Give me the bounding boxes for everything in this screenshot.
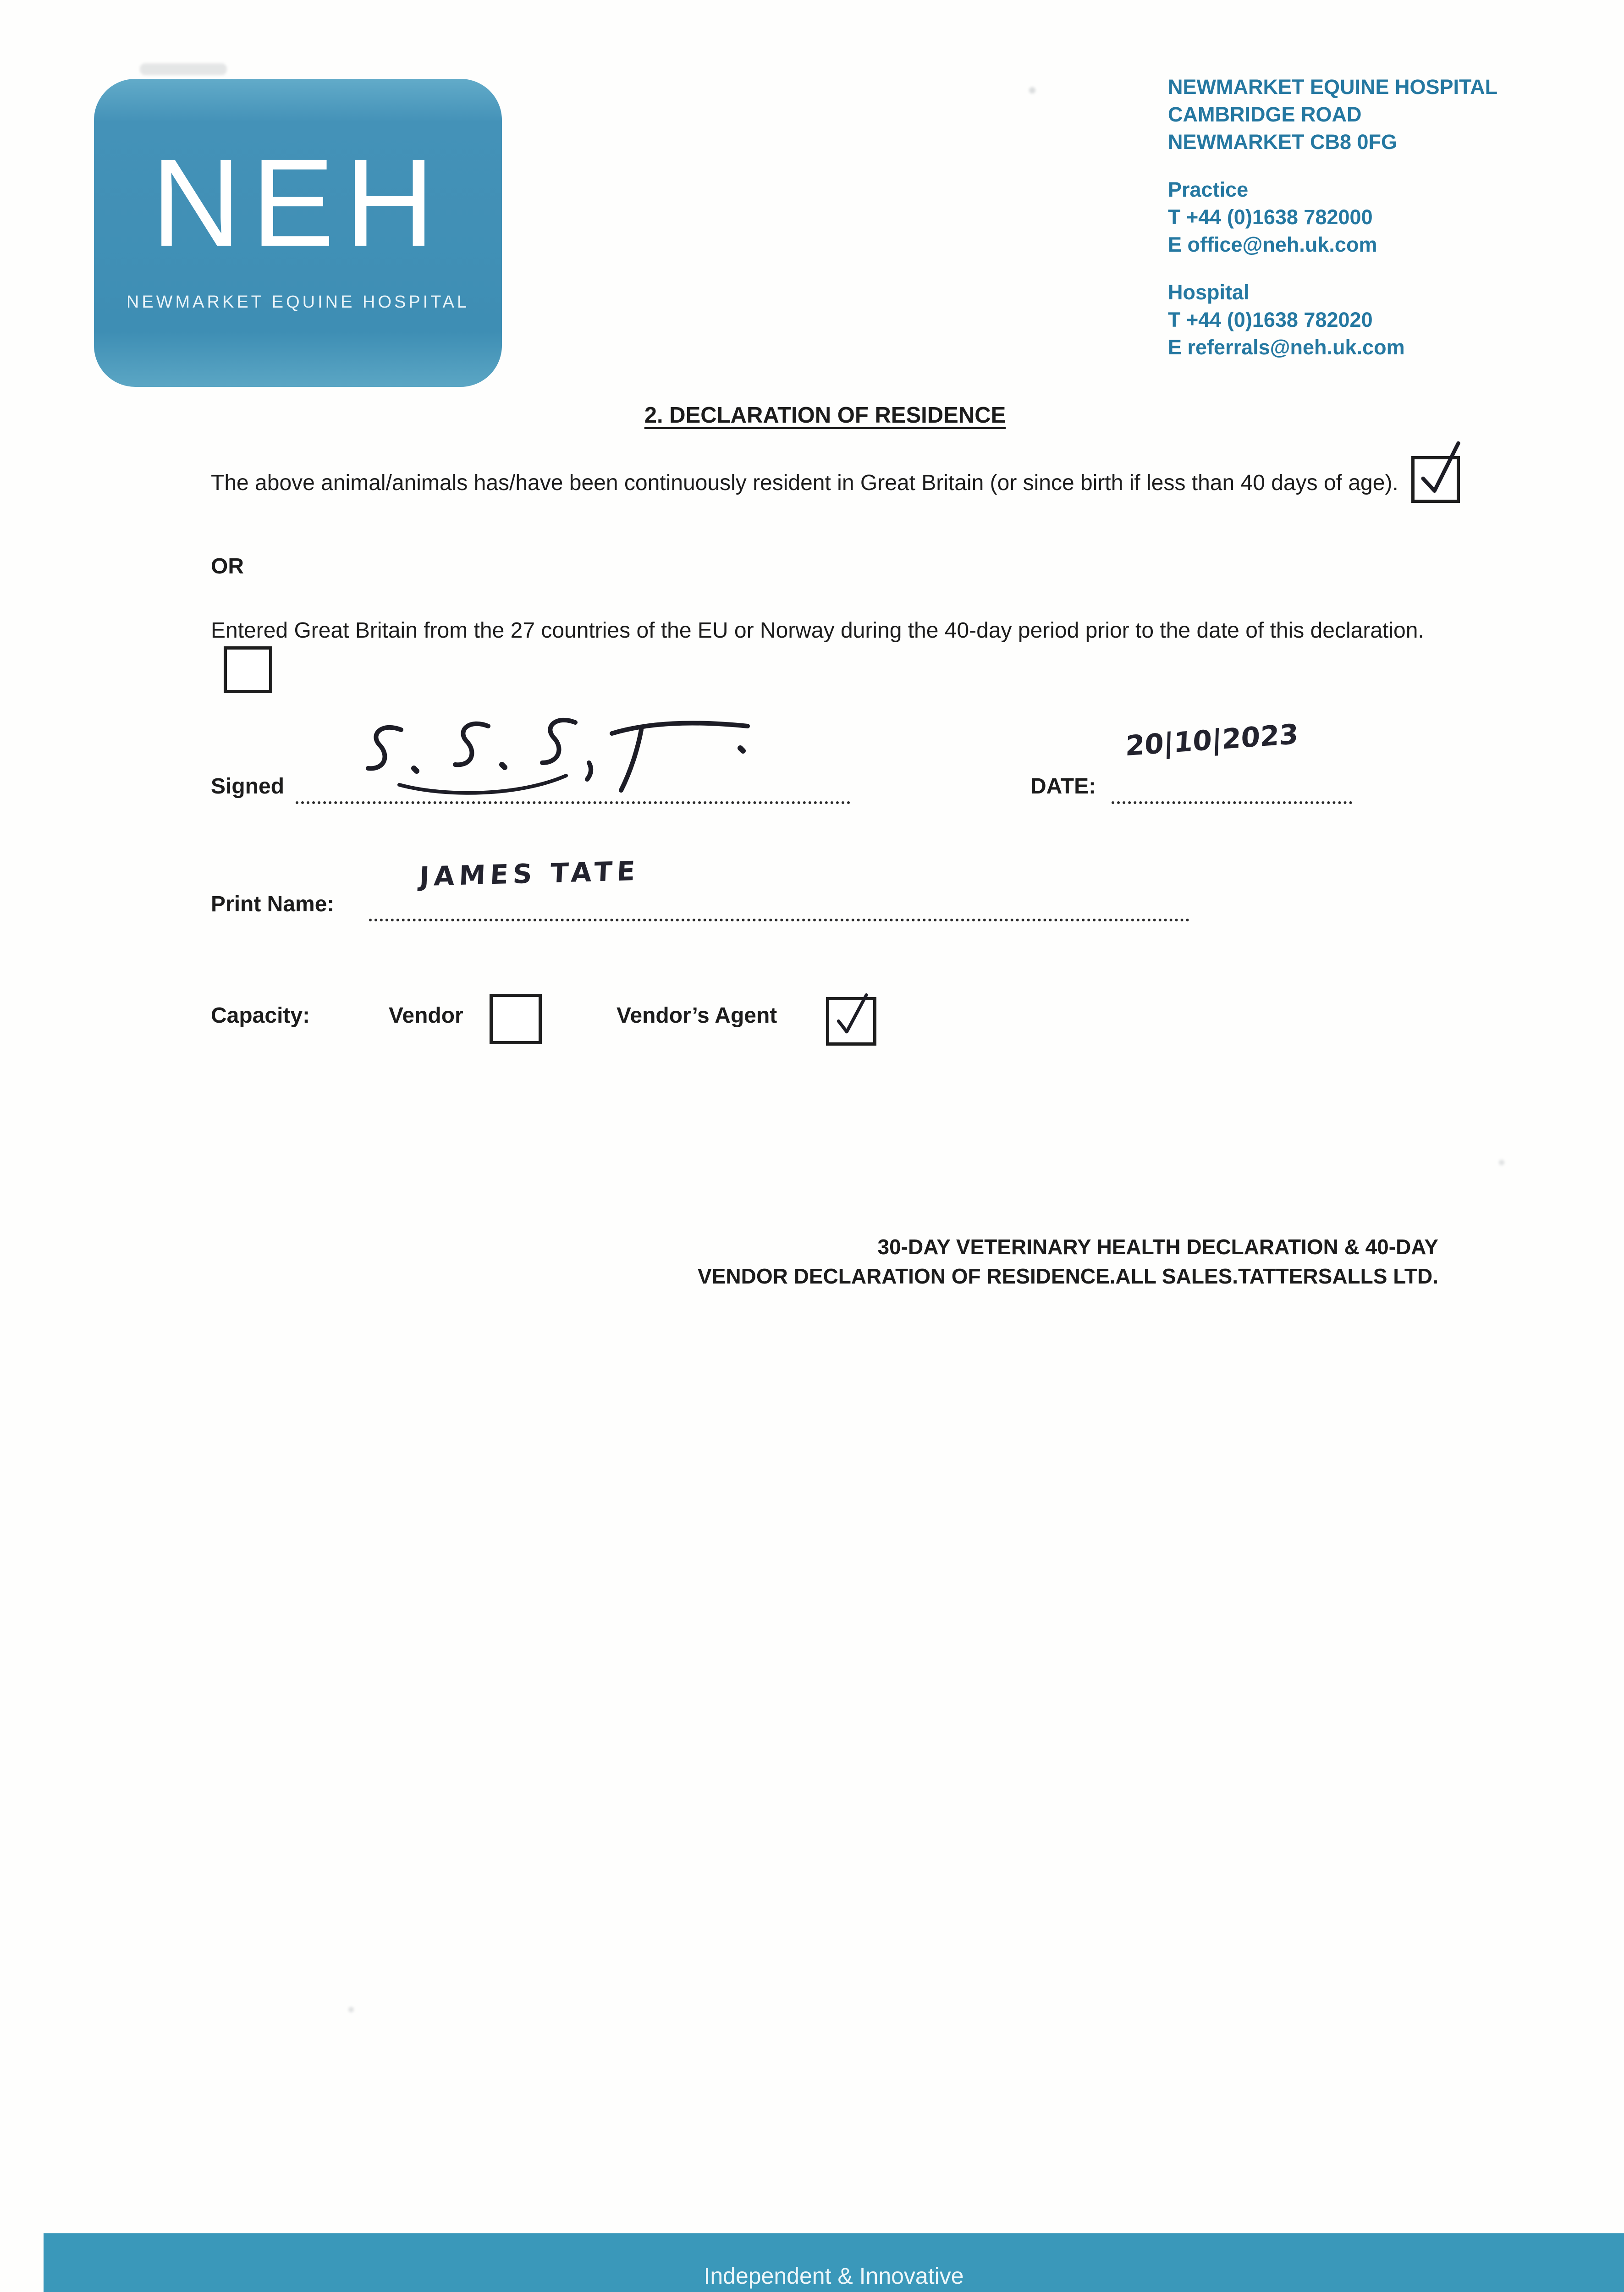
- contact-block: [1168, 73, 1497, 381]
- practice-label: Practice: [1168, 178, 1249, 201]
- date-line[interactable]: [1112, 776, 1352, 804]
- entry-statement: [211, 615, 1462, 693]
- handwritten-signature: [337, 710, 754, 810]
- contact-org-name: NEWMARKET EQUINE HOSPITAL: [1168, 75, 1498, 99]
- scan-speck: [1029, 87, 1035, 94]
- scan-smudge: [140, 63, 227, 75]
- neh-logo: [94, 79, 502, 387]
- practice-phone: T +44 (0)1638 782000: [1168, 205, 1373, 229]
- logo-subtitle: NEWMARKET EQUINE HOSPITAL: [126, 292, 470, 312]
- capacity-label: Capacity:: [211, 1003, 310, 1028]
- hospital-email: E referrals@neh.uk.com: [1168, 336, 1405, 359]
- print-name-label: Print Name:: [211, 892, 335, 916]
- footer-note-line2: VENDOR DECLARATION OF RESIDENCE.ALL SALES.TATTERSALLS LTD.: [698, 1264, 1438, 1288]
- footer-tagline: Independent & Innovative: [704, 2263, 964, 2289]
- contact-address: [1168, 73, 1497, 156]
- date-label: DATE:: [1030, 774, 1096, 799]
- checkmark-icon: [1415, 438, 1463, 501]
- checkmark-icon: [831, 989, 872, 1042]
- entry-checkbox[interactable]: [224, 646, 272, 693]
- footer-note: [698, 1232, 1438, 1291]
- contact-address-line1: CAMBRIDGE ROAD: [1168, 103, 1362, 126]
- vendor-label: Vendor: [389, 1003, 463, 1028]
- handwritten-print-name: JAMES TATE: [418, 855, 640, 893]
- print-name-line[interactable]: [369, 893, 1189, 921]
- vendors-agent-checkbox[interactable]: [826, 997, 876, 1046]
- vendor-checkbox[interactable]: [490, 994, 542, 1044]
- footer-note-line1: 30-DAY VETERINARY HEALTH DECLARATION & 40-DAY: [877, 1235, 1438, 1259]
- scan-speck: [1499, 1160, 1504, 1165]
- footer-bar: [44, 2233, 1624, 2292]
- contact-practice: [1168, 176, 1497, 259]
- page-title: 2. DECLARATION OF RESIDENCE: [644, 403, 1006, 428]
- entry-statement-text: Entered Great Britain from the 27 countries of the EU or Norway during the 40-day period prior to the date of this declaration.: [211, 618, 1424, 643]
- residence-statement: [211, 456, 1462, 503]
- signed-label: Signed: [211, 774, 285, 799]
- handwritten-date: 20|10|2023: [1125, 718, 1299, 763]
- residence-checkbox[interactable]: [1411, 456, 1460, 503]
- residence-statement-text: The above animal/animals has/have been continuously resident in Great Britain (or since birth if less than 40 days of age).: [211, 471, 1398, 495]
- or-label: OR: [211, 554, 244, 579]
- contact-hospital: [1168, 279, 1497, 361]
- logo-acronym: NEH: [151, 132, 445, 272]
- hospital-phone: T +44 (0)1638 782020: [1168, 308, 1373, 331]
- scan-speck: [348, 2007, 354, 2012]
- contact-address-line2: NEWMARKET CB8 0FG: [1168, 130, 1398, 154]
- practice-email: E office@neh.uk.com: [1168, 233, 1377, 256]
- hospital-label: Hospital: [1168, 281, 1250, 304]
- vendors-agent-label: Vendor’s Agent: [617, 1003, 777, 1028]
